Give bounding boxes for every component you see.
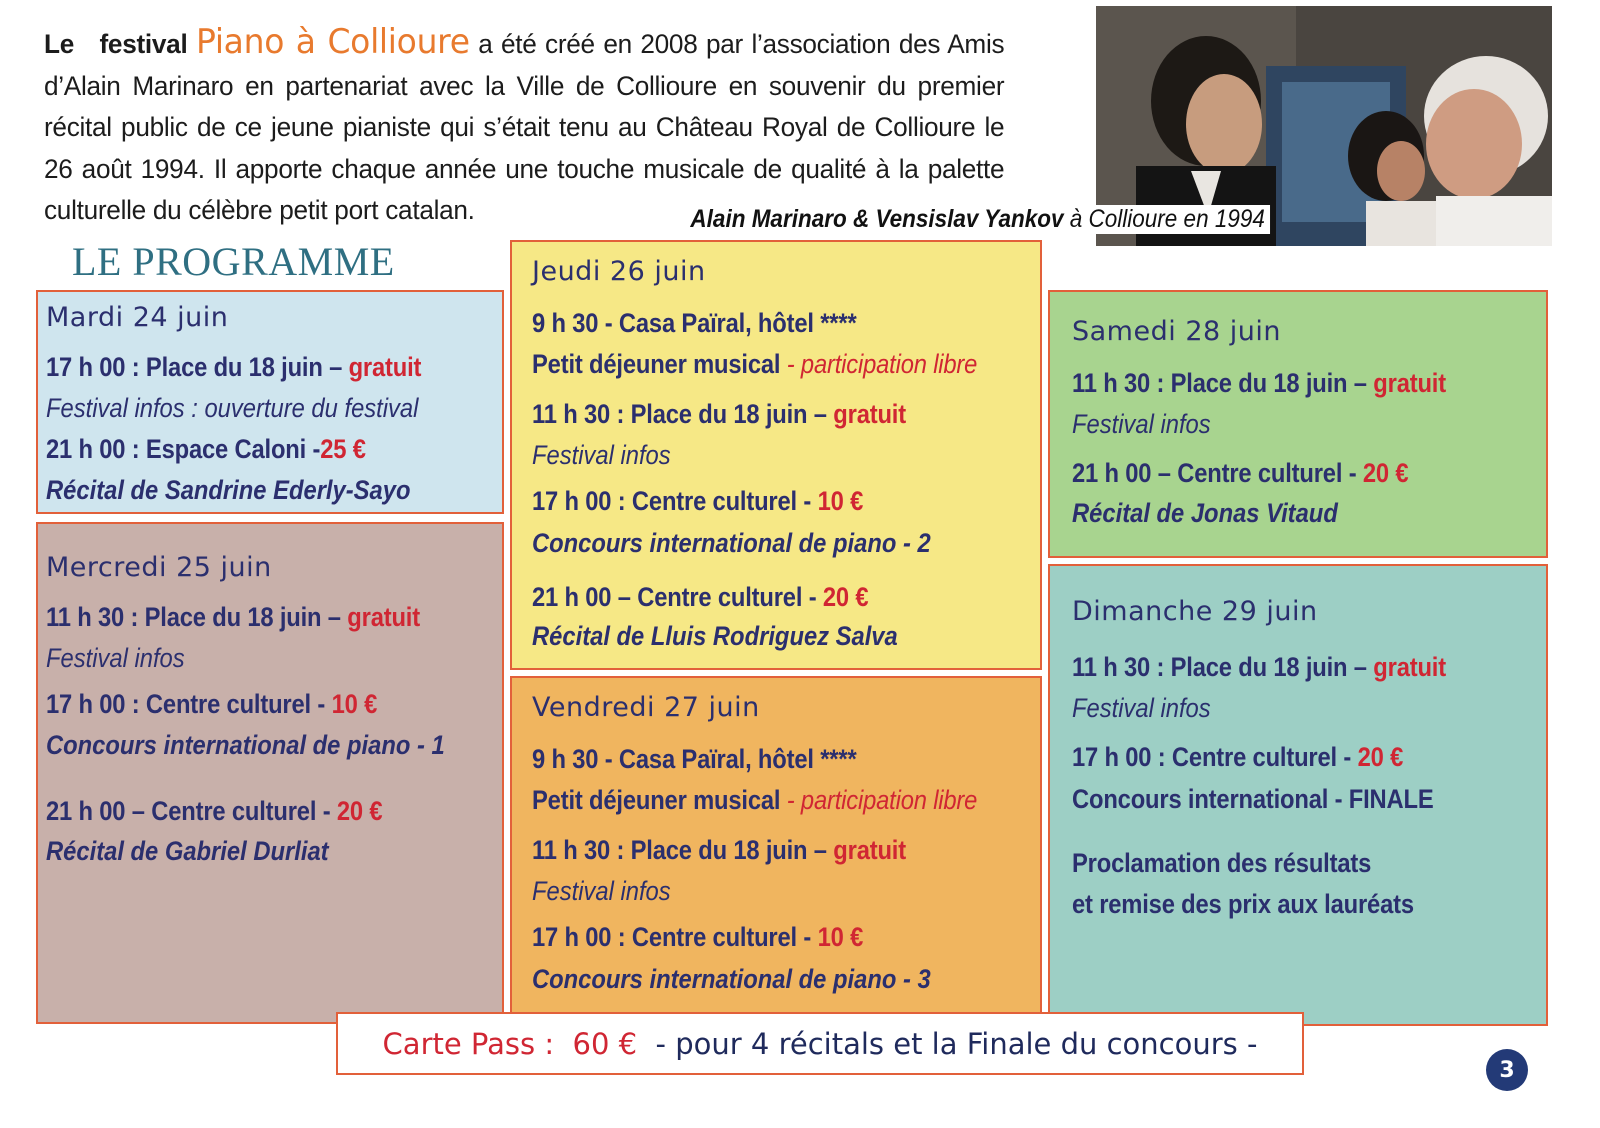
event-line [46, 796, 382, 827]
event-detail: Festival infos [1072, 409, 1211, 439]
event-line [1072, 742, 1403, 773]
event-line: 9 h 30 - Casa Païral, hôtel **** [532, 308, 857, 338]
pass-price: 60 € [572, 1026, 638, 1061]
event-price: 20 € [1362, 458, 1409, 488]
day-box-dimanche [1048, 564, 1548, 1026]
day-box-jeudi [510, 240, 1042, 670]
intro-paragraph [44, 22, 1004, 232]
event-line [1072, 652, 1446, 683]
caption-rest: à Collioure en 1994 [1069, 205, 1265, 233]
event-price: 10 € [331, 689, 378, 719]
event-time-place: 17 h 00 : Centre culturel - [532, 486, 812, 516]
event-recital: Concours international de piano - 1 [46, 730, 445, 760]
event-time-place: 17 h 00 : Centre culturel - [46, 689, 326, 719]
event-line [46, 602, 420, 633]
event-price: 10 € [817, 486, 864, 516]
event-finale: Concours international - FINALE [1072, 784, 1434, 814]
event-line [1072, 458, 1408, 489]
event-recital: Récital de Jonas Vitaud [1072, 498, 1338, 528]
caption-names: Alain Marinaro & Vensislav Yankov [690, 205, 1064, 233]
event-time-place: 17 h 00 : Centre culturel - [532, 922, 812, 952]
event-line [532, 922, 863, 953]
festival-brand: Piano à Collioure [195, 22, 470, 62]
event-time-place: 11 h 30 : Place du 18 juin – [1072, 652, 1367, 682]
event-price: gratuit [833, 399, 906, 429]
event-detail: Festival infos [1072, 693, 1211, 723]
proclamation-line: Proclamation des résultats [1072, 848, 1372, 878]
event-line [46, 352, 421, 383]
event-detail: Festival infos [532, 440, 671, 470]
event-price: 10 € [817, 922, 864, 952]
intro-festival: festival [99, 29, 188, 59]
event-sep: - [780, 349, 801, 379]
programme-title: LE PROGRAMME [72, 239, 395, 284]
event-price: gratuit [347, 602, 420, 632]
event-price: 20 € [336, 796, 383, 826]
event-recital: Concours international de piano - 3 [532, 964, 931, 994]
event-detail: Festival infos : ouverture du festival [46, 393, 419, 423]
event-price: 25 € [320, 434, 366, 464]
day-box-samedi [1048, 290, 1548, 558]
event-line [46, 434, 366, 465]
event-participation: participation libre [800, 349, 978, 379]
day-box-vendredi [510, 676, 1042, 1016]
event-time-place: 21 h 00 – Centre culturel - [532, 582, 817, 612]
event-time-place: 11 h 30 : Place du 18 juin – [532, 835, 827, 865]
day-box-mardi [36, 290, 504, 514]
event-recital: Récital de Sandrine Ederly-Sayo [46, 475, 411, 505]
day-title: Jeudi 26 juin [532, 256, 706, 287]
carte-pass-banner [336, 1012, 1304, 1075]
event-line: 9 h 30 - Casa Païral, hôtel **** [532, 744, 857, 774]
event-price: gratuit [1373, 652, 1446, 682]
event-line [532, 399, 906, 430]
pass-label: Carte Pass : [382, 1026, 555, 1061]
event-line [532, 582, 868, 613]
event-price: 20 € [822, 582, 869, 612]
event-recital: Récital de Lluis Rodriguez Salva [532, 621, 898, 651]
event-title: Petit déjeuner musical [532, 785, 781, 815]
event-detail: Festival infos [532, 876, 671, 906]
event-time-place: 21 h 00 – Centre culturel - [46, 796, 331, 826]
day-title: Mardi 24 juin [46, 302, 229, 333]
event-detail: Festival infos [46, 643, 185, 673]
photo-caption [685, 205, 1270, 234]
event-time-place: 17 h 00 : Centre culturel - [1072, 742, 1352, 772]
event-price: gratuit [1373, 368, 1446, 398]
event-line [532, 835, 906, 866]
event-line [532, 486, 863, 517]
event-sep: - [780, 785, 801, 815]
event-time-place: 17 h 00 : Place du 18 juin – [46, 352, 343, 382]
day-title: Vendredi 27 juin [532, 692, 760, 723]
event-title: Petit déjeuner musical [532, 349, 781, 379]
event-line [532, 785, 977, 816]
event-line [46, 689, 377, 720]
event-time-place: 11 h 30 : Place du 18 juin – [532, 399, 827, 429]
event-time-place: 21 h 00 : Espace Caloni - [46, 434, 321, 464]
day-box-mercredi [36, 522, 504, 1024]
event-participation: participation libre [800, 785, 978, 815]
event-line [1072, 368, 1446, 399]
intro-le: Le [44, 29, 74, 59]
day-title: Mercredi 25 juin [46, 552, 272, 583]
event-price: gratuit [348, 352, 422, 382]
event-time-place: 21 h 00 – Centre culturel - [1072, 458, 1357, 488]
event-line [532, 349, 977, 380]
event-time-place: 11 h 30 : Place du 18 juin – [1072, 368, 1367, 398]
event-price: gratuit [833, 835, 906, 865]
pass-text: - pour 4 récitals et la Finale du concours - [655, 1026, 1258, 1061]
event-recital: Récital de Gabriel Durliat [46, 836, 329, 866]
prize-line: et remise des prix aux lauréats [1072, 889, 1414, 919]
day-title: Dimanche 29 juin [1072, 596, 1318, 627]
event-time-place: 11 h 30 : Place du 18 juin – [46, 602, 341, 632]
event-recital: Concours international de piano - 2 [532, 528, 931, 558]
intro-text: a été créé en 2008 par l’association des Amis d’Alain Marinaro en partenariat avec la Ville de Collioure en souvenir du premier récital public de ce jeune pianiste qui s’était tenu au Château Royal de Collioure le 26 août 1994. Il apporte chaque année une touche musicale de qualité à la palette culturelle du célèbre petit port catalan. [44, 29, 1005, 225]
page-number: 3 [1486, 1049, 1528, 1091]
day-title: Samedi 28 juin [1072, 316, 1281, 347]
event-price: 20 € [1357, 742, 1404, 772]
